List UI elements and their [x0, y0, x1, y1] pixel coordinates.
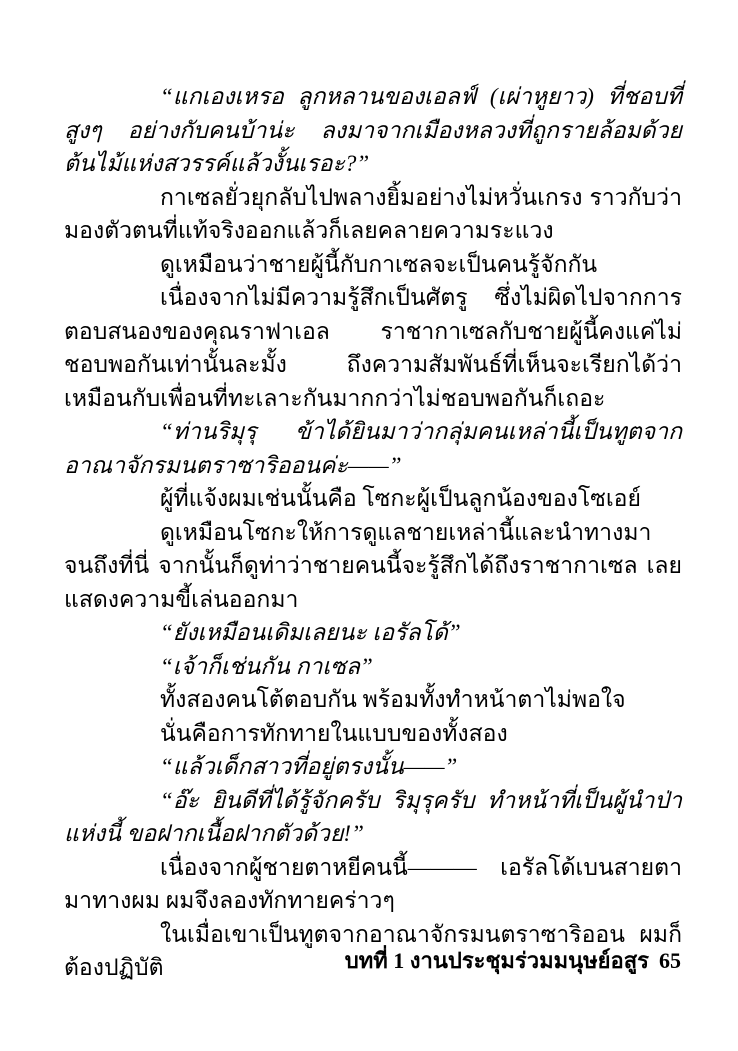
paragraph-dialogue: “อ๊ะ ยินดีที่ได้รู้จักครับ ริมุรุครับ ทำหน้าที่เป็นผู้นำป่าแห่งนี้ ขอฝากเนื้อฝากตัวด้วย!” — [64, 787, 682, 846]
paragraph-dialogue: “ท่านริมุรุ ข้าได้ยินมาว่ากลุ่มคนเหล่านี้เป็นทูตจากอาณาจักรมนตราซาริออนค่ะ——” — [64, 419, 682, 478]
paragraph-narration: กาเซลยั่วยุกลับไปพลางยิ้มอย่างไม่หวั่นเกรง ราวกับว่ามองตัวตนที่แท้จริงออกแล้วก็เลยคลายความระแวง — [64, 184, 682, 243]
page-footer — [345, 946, 681, 976]
paragraph-narration: เนื่องจากผู้ชายตาหยีคนนี้——— เอรัลโด้เบนสายตามาทางผม ผมจึงลองทักทายคร่าวๆ — [64, 854, 682, 913]
paragraph-narration: ดูเหมือนว่าชายผู้นี้กับกาเซลจะเป็นคนรู้จักกัน — [160, 251, 598, 277]
paragraph-narration: นั่นคือการทักทายในแบบของทั้งสอง — [160, 720, 508, 746]
paragraph-narration: ทั้งสองคนโต้ตอบกัน พร้อมทั้งทำหน้าตาไม่พอใจ — [160, 687, 626, 712]
page-number: 65 — [659, 948, 681, 973]
paragraph-narration: เนื่องจากไม่มีความรู้สึกเป็นศัตรู ซึ่งไม่ผิดไปจากการตอบสนองของคุณราฟาเอล ราชากาเซลกับชายผู้นี้คงแค่ไม่ชอบพอกันเท่านั้นละมั้ง ถึงความสัมพันธ์ที่เห็นจะเรียกได้ว่าเหมือนกับเพื่อนที่ทะเลาะกันมากกว่าไม่ชอบพอกันก็เถอะ — [64, 285, 682, 411]
paragraph-dialogue: “แล้วเด็กสาวที่อยู่ตรงนั้น——” — [160, 754, 458, 779]
paragraph-dialogue: “ยังเหมือนเดิมเลยนะ เอรัลโด้” — [160, 620, 461, 645]
chapter-title: บทที่ 1 งานประชุมร่วมมนุษย์อสูร — [344, 948, 649, 973]
paragraph-narration: ในเมื่อเขาเป็นทูตจากอาณาจักรมนตราซาริออน ผมก็ต้องปฏิบัติ — [64, 921, 682, 980]
page-text — [64, 80, 682, 985]
paragraph-dialogue: “แกเองเหรอ ลูกหลานของเอลฟ์ (เผ่าหูยาว) ที่ชอบที่สูงๆ อย่างกับคนบ้าน่ะ ลงมาจากเมืองหลวงที่ถูกรายล้อมด้วยต้นไม้แห่งสวรรค์แล้วงั้นเรอะ?” — [64, 84, 682, 176]
paragraph-narration: ดูเหมือนโซกะให้การดูแลชายเหล่านี้และนำทางมาจนถึงที่นี่ จากนั้นก็ดูท่าว่าชายคนนี้จะรู้สึกได้ถึงราชากาเซล เลยแสดงความขี้เล่นออกมา — [64, 519, 682, 612]
paragraph-narration: ผู้ที่แจ้งผมเช่นนั้นคือ โซกะผู้เป็นลูกน้องของโซเอย์ — [160, 486, 641, 511]
paragraph-dialogue: “เจ้าก็เช่นกัน กาเซล” — [160, 653, 373, 679]
